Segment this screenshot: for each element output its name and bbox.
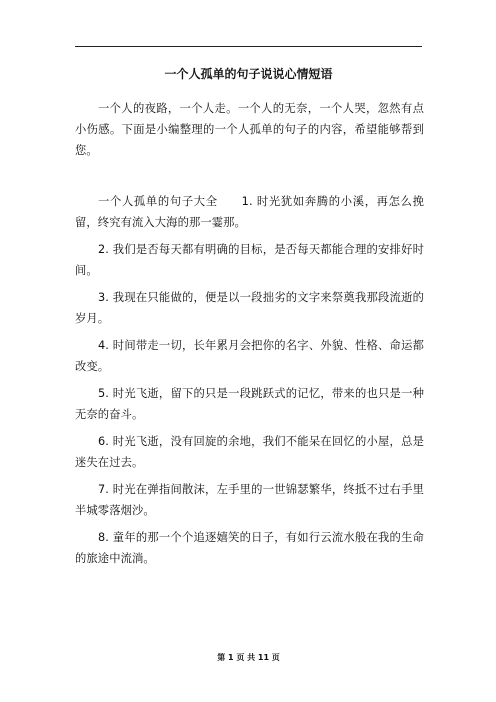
- intro-paragraph: 一个人的夜路，一个人走。一个人的无奈，一个人哭，忽然有点小伤感。下面是小编整理的一个人孤单的句子的内容，希望能够帮到您。: [75, 102, 424, 157]
- list-item: 2. 我们是否每天都有明确的目标，是否每天都能合理的安排好时间。: [75, 243, 424, 277]
- list-item: 8. 童年的那一个个追逐嬉笑的日子，有如行云流水般在我的生命的旅途中流淌。: [75, 531, 424, 565]
- list-item: 5. 时光飞逝，留下的只是一段跳跃式的记忆，带来的也只是一种无奈的奋斗。: [75, 387, 424, 421]
- document-body: [75, 98, 424, 575]
- section-start-paragraph: 一个人孤单的句子大全 1. 时光犹如奔腾的小溪，再怎么挽留，终究有流入大海的那一霎那。: [75, 195, 424, 229]
- list-item: 3. 我现在只能做的，便是以一段拙劣的文字来祭奠我那段流逝的岁月。: [75, 291, 424, 325]
- list-item: 7. 时光在弹指间散沫，左手里的一世锦瑟繁华，终抵不过右手里半城零落烟沙。: [75, 483, 424, 517]
- list-item: 6. 时光飞逝，没有回旋的余地，我们不能呆在回忆的小屋，总是迷失在过去。: [75, 435, 424, 469]
- header-rule: [75, 46, 422, 47]
- list-item: 4. 时间带走一切，长年累月会把你的名字、外貌、性格、命运都改变。: [75, 339, 424, 373]
- document-title: 一个人孤单的句子说说心情短语: [164, 67, 333, 81]
- page-number: 第 1 页 共 11 页: [217, 653, 280, 662]
